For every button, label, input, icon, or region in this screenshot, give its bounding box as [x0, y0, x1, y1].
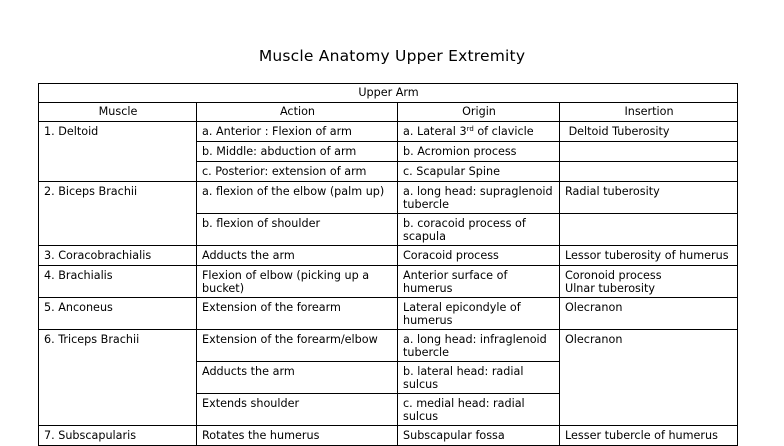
origin-cell: b. coracoid process of scapula: [398, 214, 560, 246]
muscle-cell: 4. Brachialis: [39, 266, 197, 298]
origin-cell: c. Scapular Spine: [398, 162, 560, 182]
action-cell: a. Anterior : Flexion of arm: [197, 122, 398, 142]
table-row: [39, 122, 738, 142]
action-cell: Extends shoulder: [197, 394, 398, 426]
origin-cell: Lateral epicondyle of humerus: [398, 298, 560, 330]
origin-cell: [398, 122, 560, 142]
muscle-cell: 5. Anconeus: [39, 298, 197, 330]
insertion-cell: Olecranon: [560, 298, 738, 330]
insertion-text: Deltoid Tuberosity: [568, 125, 670, 138]
action-cell: b. Middle: abduction of arm: [197, 142, 398, 162]
section-header-row: [39, 84, 738, 103]
action-cell: Adducts the arm: [197, 246, 398, 266]
insertion-cell-empty: [560, 214, 738, 246]
insertion-cell: Olecranon: [560, 330, 738, 426]
insertion-line: Coronoid process: [565, 269, 662, 282]
origin-cell: a. long head: infraglenoid tubercle: [398, 330, 560, 362]
action-cell: a. flexion of the elbow (palm up): [197, 182, 398, 214]
column-header-origin: Origin: [398, 103, 560, 122]
column-header-insertion: Insertion: [560, 103, 738, 122]
origin-cell: b. Acromion process: [398, 142, 560, 162]
table-row: [39, 426, 738, 446]
origin-cell: a. long head: supraglenoid tubercle: [398, 182, 560, 214]
table-row: [39, 246, 738, 266]
origin-cell: Anterior surface of humerus: [398, 266, 560, 298]
table-row: [39, 298, 738, 330]
insertion-cell: Lessor tuberosity of humerus: [560, 246, 738, 266]
action-cell: c. Posterior: extension of arm: [197, 162, 398, 182]
insertion-cell: Radial tuberosity: [560, 182, 738, 214]
insertion-cell: [560, 122, 738, 142]
action-cell: Flexion of elbow (picking up a bucket): [197, 266, 398, 298]
table-row: [39, 182, 738, 214]
table-row: [39, 266, 738, 298]
insertion-cell-empty: [560, 142, 738, 162]
origin-text: a. Lateral 3: [403, 125, 467, 138]
insertion-cell: Lesser tubercle of humerus: [560, 426, 738, 446]
muscle-cell: 6. Triceps Brachii: [39, 330, 197, 426]
muscle-cell: 7. Subscapularis: [39, 426, 197, 446]
insertion-cell: [560, 266, 738, 298]
column-header-action: Action: [197, 103, 398, 122]
origin-cell: Coracoid process: [398, 246, 560, 266]
action-cell: b. flexion of shoulder: [197, 214, 398, 246]
muscle-cell: 1. Deltoid: [39, 122, 197, 182]
action-cell: Rotates the humerus: [197, 426, 398, 446]
action-cell: Extension of the forearm/elbow: [197, 330, 398, 362]
origin-cell: c. medial head: radial sulcus: [398, 394, 560, 426]
origin-cell: Subscapular fossa: [398, 426, 560, 446]
origin-superscript: rd: [466, 125, 474, 133]
origin-cell: b. lateral head: radial sulcus: [398, 362, 560, 394]
insertion-cell-empty: [560, 162, 738, 182]
column-header-row: [39, 103, 738, 122]
muscle-cell: 2. Biceps Brachii: [39, 182, 197, 246]
muscle-table: [38, 83, 738, 446]
document-title: Muscle Anatomy Upper Extremity: [258, 47, 526, 65]
action-cell: Adducts the arm: [197, 362, 398, 394]
action-cell: Extension of the forearm: [197, 298, 398, 330]
column-header-muscle: Muscle: [39, 103, 197, 122]
muscle-cell: 3. Coracobrachialis: [39, 246, 197, 266]
origin-text-suffix: of clavicle: [473, 125, 534, 138]
table-row: [39, 330, 738, 362]
insertion-line: Ulnar tuberosity: [565, 282, 656, 295]
section-header: Upper Arm: [39, 84, 738, 103]
